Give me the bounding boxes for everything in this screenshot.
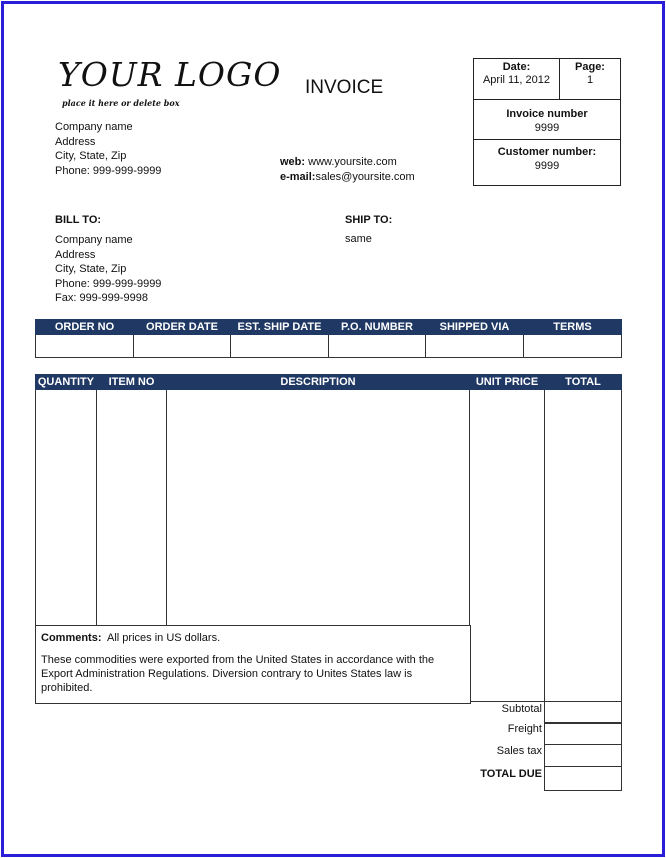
order-header-terms: TERMS [524, 320, 622, 335]
order-header-shipped-via: SHIPPED VIA [426, 320, 524, 335]
order-header-po-number: P.O. NUMBER [329, 320, 426, 335]
invoice-info-box [473, 58, 621, 186]
items-header-description: DESCRIPTION [167, 375, 470, 390]
bill-to-city: City, State, Zip [55, 263, 127, 275]
company-info [55, 120, 161, 178]
po-number-cell[interactable] [329, 335, 426, 358]
order-table-header [36, 320, 622, 335]
ship-to-heading: SHIP TO: [345, 214, 393, 226]
email-line [280, 170, 415, 185]
web-link[interactable]: www.yoursite.com [308, 156, 397, 168]
items-header-unit-price: UNIT PRICE [470, 375, 545, 390]
bill-to-phone: Phone: 999-999-9999 [55, 277, 162, 290]
comments-label: Comments: [41, 632, 102, 644]
comments-line [41, 631, 220, 645]
date-label: Date: [502, 61, 531, 73]
order-no-cell[interactable] [36, 335, 134, 358]
date-value: April 11, 2012 [482, 74, 551, 86]
freight-label: Freight [507, 723, 542, 735]
page-title: INVOICE [305, 77, 384, 98]
bill-to-heading: BILL TO: [55, 214, 102, 226]
comments-box [35, 625, 471, 704]
email-label: e-mail: [280, 170, 316, 183]
terms-cell[interactable] [524, 335, 622, 358]
ship-to-value: same [345, 233, 372, 245]
items-header-quantity: QUANTITY [36, 375, 97, 390]
unit-price-column[interactable] [470, 390, 545, 702]
invoice-number-label: Invoice number [506, 108, 588, 120]
items-header-total: TOTAL [545, 375, 622, 390]
web-label: web: [280, 156, 306, 168]
freight-field[interactable] [544, 722, 622, 745]
export-notice: These commodities were exported from the United States in accordance with the Export Administration Regulations. Diversion contrary to Unites States law is prohibited. [41, 654, 435, 694]
total-due-label: TOTAL DUE [480, 768, 542, 780]
shipped-via-cell[interactable] [426, 335, 524, 358]
logo-subtitle: place it here or delete box [62, 98, 180, 108]
bill-to-name: Company name [55, 234, 133, 246]
bill-to-block [55, 233, 161, 306]
items-header-item-no: ITEM NO [97, 375, 167, 390]
company-city: City, State, Zip [55, 150, 127, 162]
customer-number-label: Customer number: [497, 146, 597, 158]
total-due-field[interactable] [544, 766, 622, 791]
items-table-header [36, 375, 622, 390]
page-label: Page: [575, 61, 605, 73]
company-address: Address [55, 135, 96, 148]
order-header-order-no: ORDER NO [36, 320, 134, 335]
total-column[interactable] [545, 390, 622, 702]
invoice-number-value: 9999 [534, 122, 560, 134]
comments-text: All prices in US dollars. [107, 632, 221, 644]
subtotal-field[interactable] [544, 701, 622, 724]
customer-number-value: 9999 [534, 160, 560, 172]
page-value: 1 [586, 74, 594, 86]
order-date-cell[interactable] [134, 335, 231, 358]
subtotal-label: Subtotal [501, 703, 542, 715]
bill-to-address: Address [55, 248, 96, 261]
company-phone: Phone: 999-999-9999 [55, 164, 162, 177]
logo-text: YOUR LOGO [58, 55, 282, 94]
sales-tax-field[interactable] [544, 744, 622, 767]
contact-info [280, 155, 415, 184]
info-divider-2 [474, 139, 620, 140]
bill-to-fax: Fax: 999-999-9998 [55, 292, 148, 304]
company-name: Company name [55, 121, 133, 133]
order-header-ship-date: EST. SHIP DATE [231, 320, 329, 335]
order-table [35, 319, 622, 358]
order-table-row [36, 335, 622, 358]
info-divider-1 [474, 99, 620, 100]
email-link[interactable]: sales@yoursite.com [315, 170, 415, 183]
ship-date-cell[interactable] [231, 335, 329, 358]
order-header-order-date: ORDER DATE [134, 320, 231, 335]
web-line [280, 155, 415, 170]
sales-tax-label: Sales tax [496, 745, 542, 757]
